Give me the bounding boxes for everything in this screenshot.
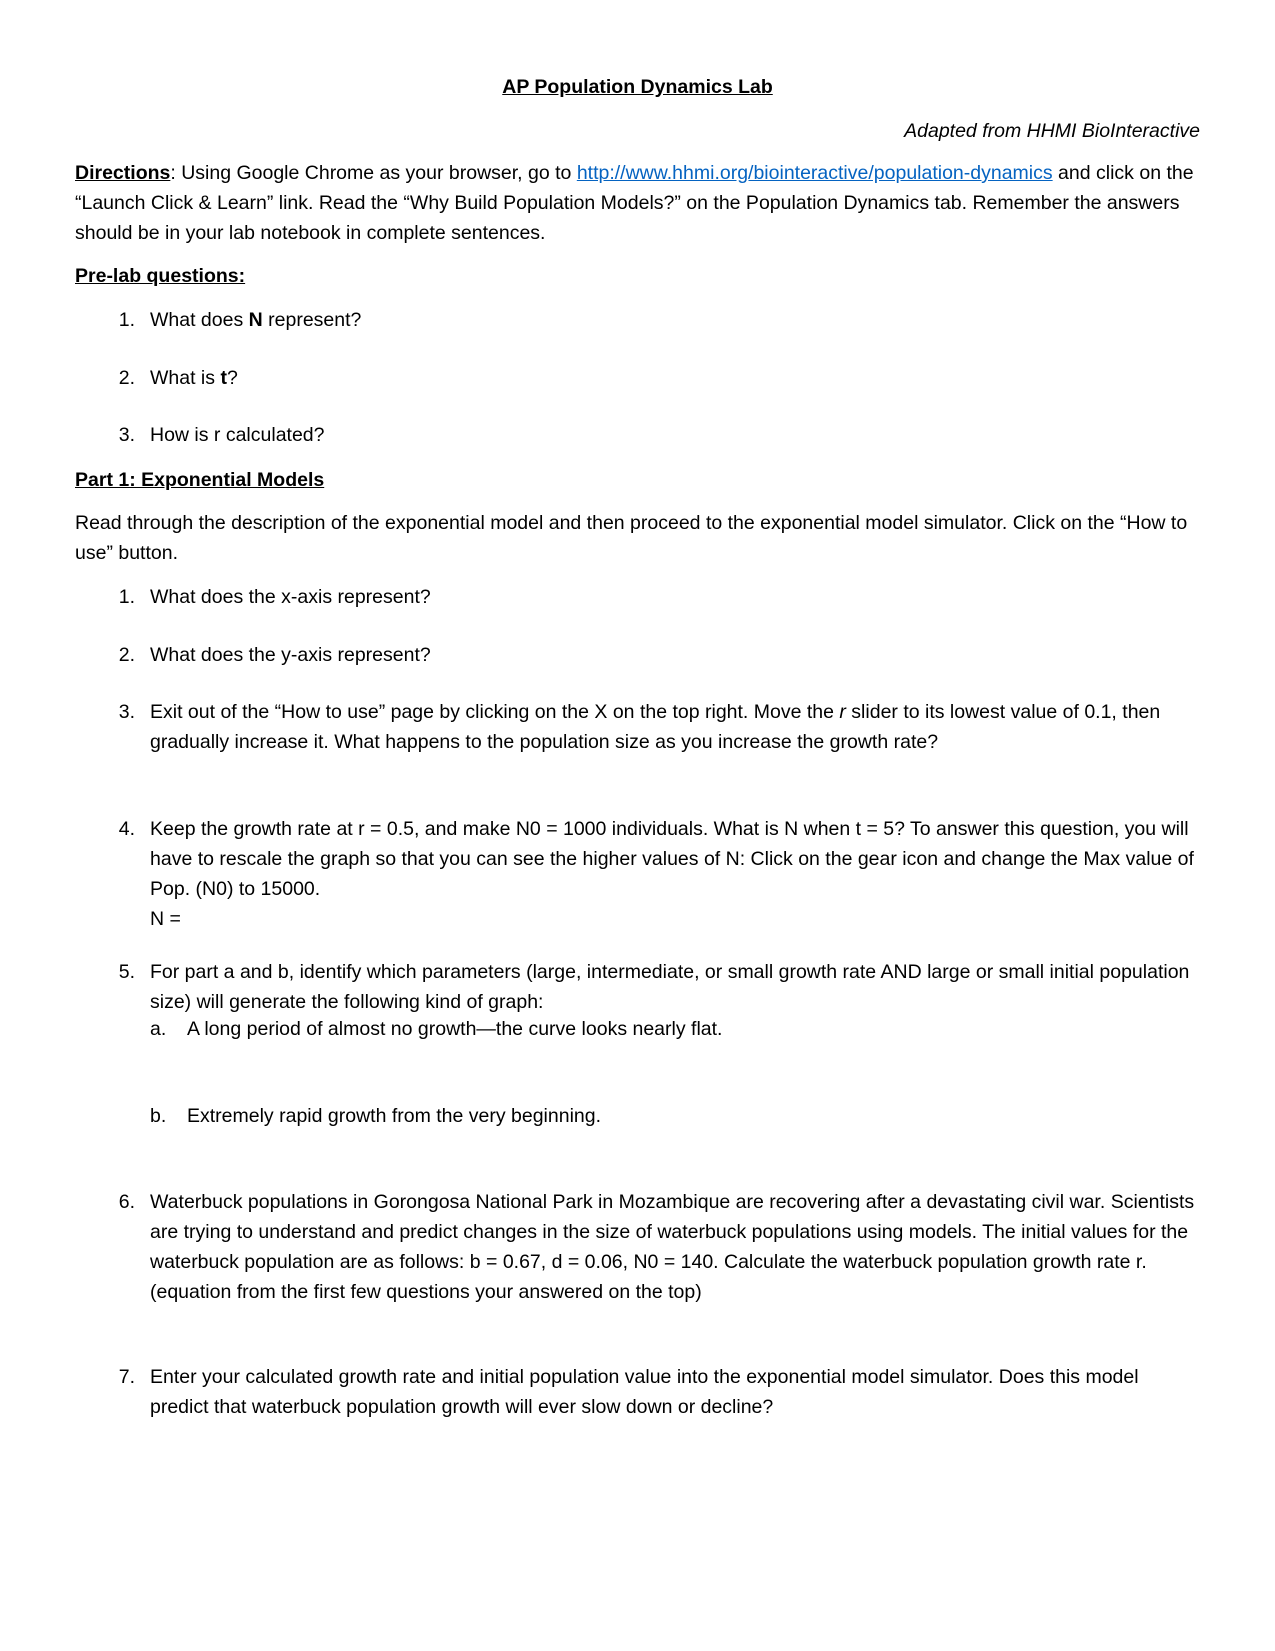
title-text: AP Population Dynamics Lab bbox=[502, 76, 773, 98]
part1-heading bbox=[75, 465, 1200, 495]
question-number: 5. bbox=[118, 961, 135, 983]
question-text bbox=[150, 697, 1200, 757]
sub-question-letter: a. bbox=[150, 1018, 167, 1040]
question-number: 6. bbox=[118, 1191, 135, 1213]
question-number: 2. bbox=[118, 644, 135, 666]
question-number: 3. bbox=[118, 424, 135, 446]
directions-text-after: and click on the “Launch Click & Learn” link. Read the “Why Build Population Models?” on the Population Dynamics tab. Remember the answers should be in your lab notebook in complete sentences. bbox=[75, 162, 1194, 244]
question-bold-term: N bbox=[248, 309, 263, 331]
question-text-part: represent? bbox=[262, 309, 362, 331]
sub-question-text: A long period of almost no growth—the curve looks nearly flat. bbox=[187, 1018, 723, 1040]
population-dynamics-link[interactable]: http://www.hhmi.org/biointeractive/population-dynamics bbox=[576, 162, 1053, 184]
question-number: 2. bbox=[118, 367, 135, 389]
question-number: 7. bbox=[118, 1366, 135, 1388]
attribution-text: Adapted from HHMI BioInteractive bbox=[904, 120, 1200, 142]
question-text: Waterbuck populations in Gorongosa National Park in Mozambique are recovering after a devastating civil war. Scientists are trying to understand and predict changes in the size of waterbuck populations using models. The initial values for the waterbuck population are as follows: b = 0.67, d = 0.06, N0 = 140. Calculate the waterbuck population growth rate r. (equation from the first few questions your answered on the top) bbox=[150, 1191, 1195, 1303]
attribution bbox=[75, 116, 1200, 146]
question-text: What does the x-axis represent? bbox=[150, 586, 431, 608]
part1-intro: Read through the description of the exponential model and then proceed to the exponential model simulator. Click on the “How to use” button. bbox=[75, 512, 1188, 564]
question-bold-term: t bbox=[220, 367, 227, 389]
question-text-part: What does bbox=[150, 309, 249, 331]
question-number: 4. bbox=[118, 818, 135, 840]
question-italic-term: r bbox=[839, 701, 846, 723]
document-title bbox=[75, 72, 1200, 102]
question-text bbox=[150, 814, 1200, 934]
question-text-part: slider to its lowest value of 0.1, then gradually increase it. What happens to the population size as you increase the growth rate? bbox=[150, 701, 1161, 753]
question-text bbox=[150, 363, 1200, 393]
sub-question-letter: b. bbox=[150, 1105, 167, 1127]
answer-label: N = bbox=[150, 908, 181, 930]
part1-heading-text: Part 1: Exponential Models bbox=[75, 469, 325, 491]
question-number: 1. bbox=[118, 309, 135, 331]
sub-question-text: Extremely rapid growth from the very beginning. bbox=[187, 1105, 602, 1127]
prelab-heading-text: Pre-lab questions: bbox=[75, 265, 246, 287]
directions-text-before: : Using Google Chrome as your browser, go to bbox=[170, 162, 577, 184]
directions-label: Directions bbox=[75, 162, 171, 184]
question-text-part: Exit out of the “How to use” page by clicking on the X on the top right. Move the bbox=[150, 701, 840, 723]
question-text: For part a and b, identify which parameters (large, intermediate, or small growth rate AND large or small initial population size) will generate the following kind of graph: bbox=[150, 961, 1190, 1013]
question-number: 3. bbox=[118, 701, 135, 723]
question-text-part: Keep the growth rate at r = 0.5, and make N0 = 1000 individuals. What is N when t = 5? To answer this question, you will have to rescale the graph so that you can see the higher values of N: Click on the gear icon and change the Max value of Pop. (N0) to 15000. bbox=[150, 818, 1194, 900]
prelab-heading bbox=[75, 261, 1200, 291]
question-text-part: What is bbox=[150, 367, 221, 389]
question-text-part: ? bbox=[226, 367, 238, 389]
question-number: 1. bbox=[118, 586, 135, 608]
question-text: How is r calculated? bbox=[150, 424, 325, 446]
question-text: Enter your calculated growth rate and initial population value into the exponential model simulator. Does this model predict that waterbuck population growth will ever slow down or decline? bbox=[150, 1366, 1139, 1418]
directions-paragraph bbox=[75, 158, 1200, 248]
question-text bbox=[150, 305, 1200, 335]
question-text: What does the y-axis represent? bbox=[150, 644, 431, 666]
